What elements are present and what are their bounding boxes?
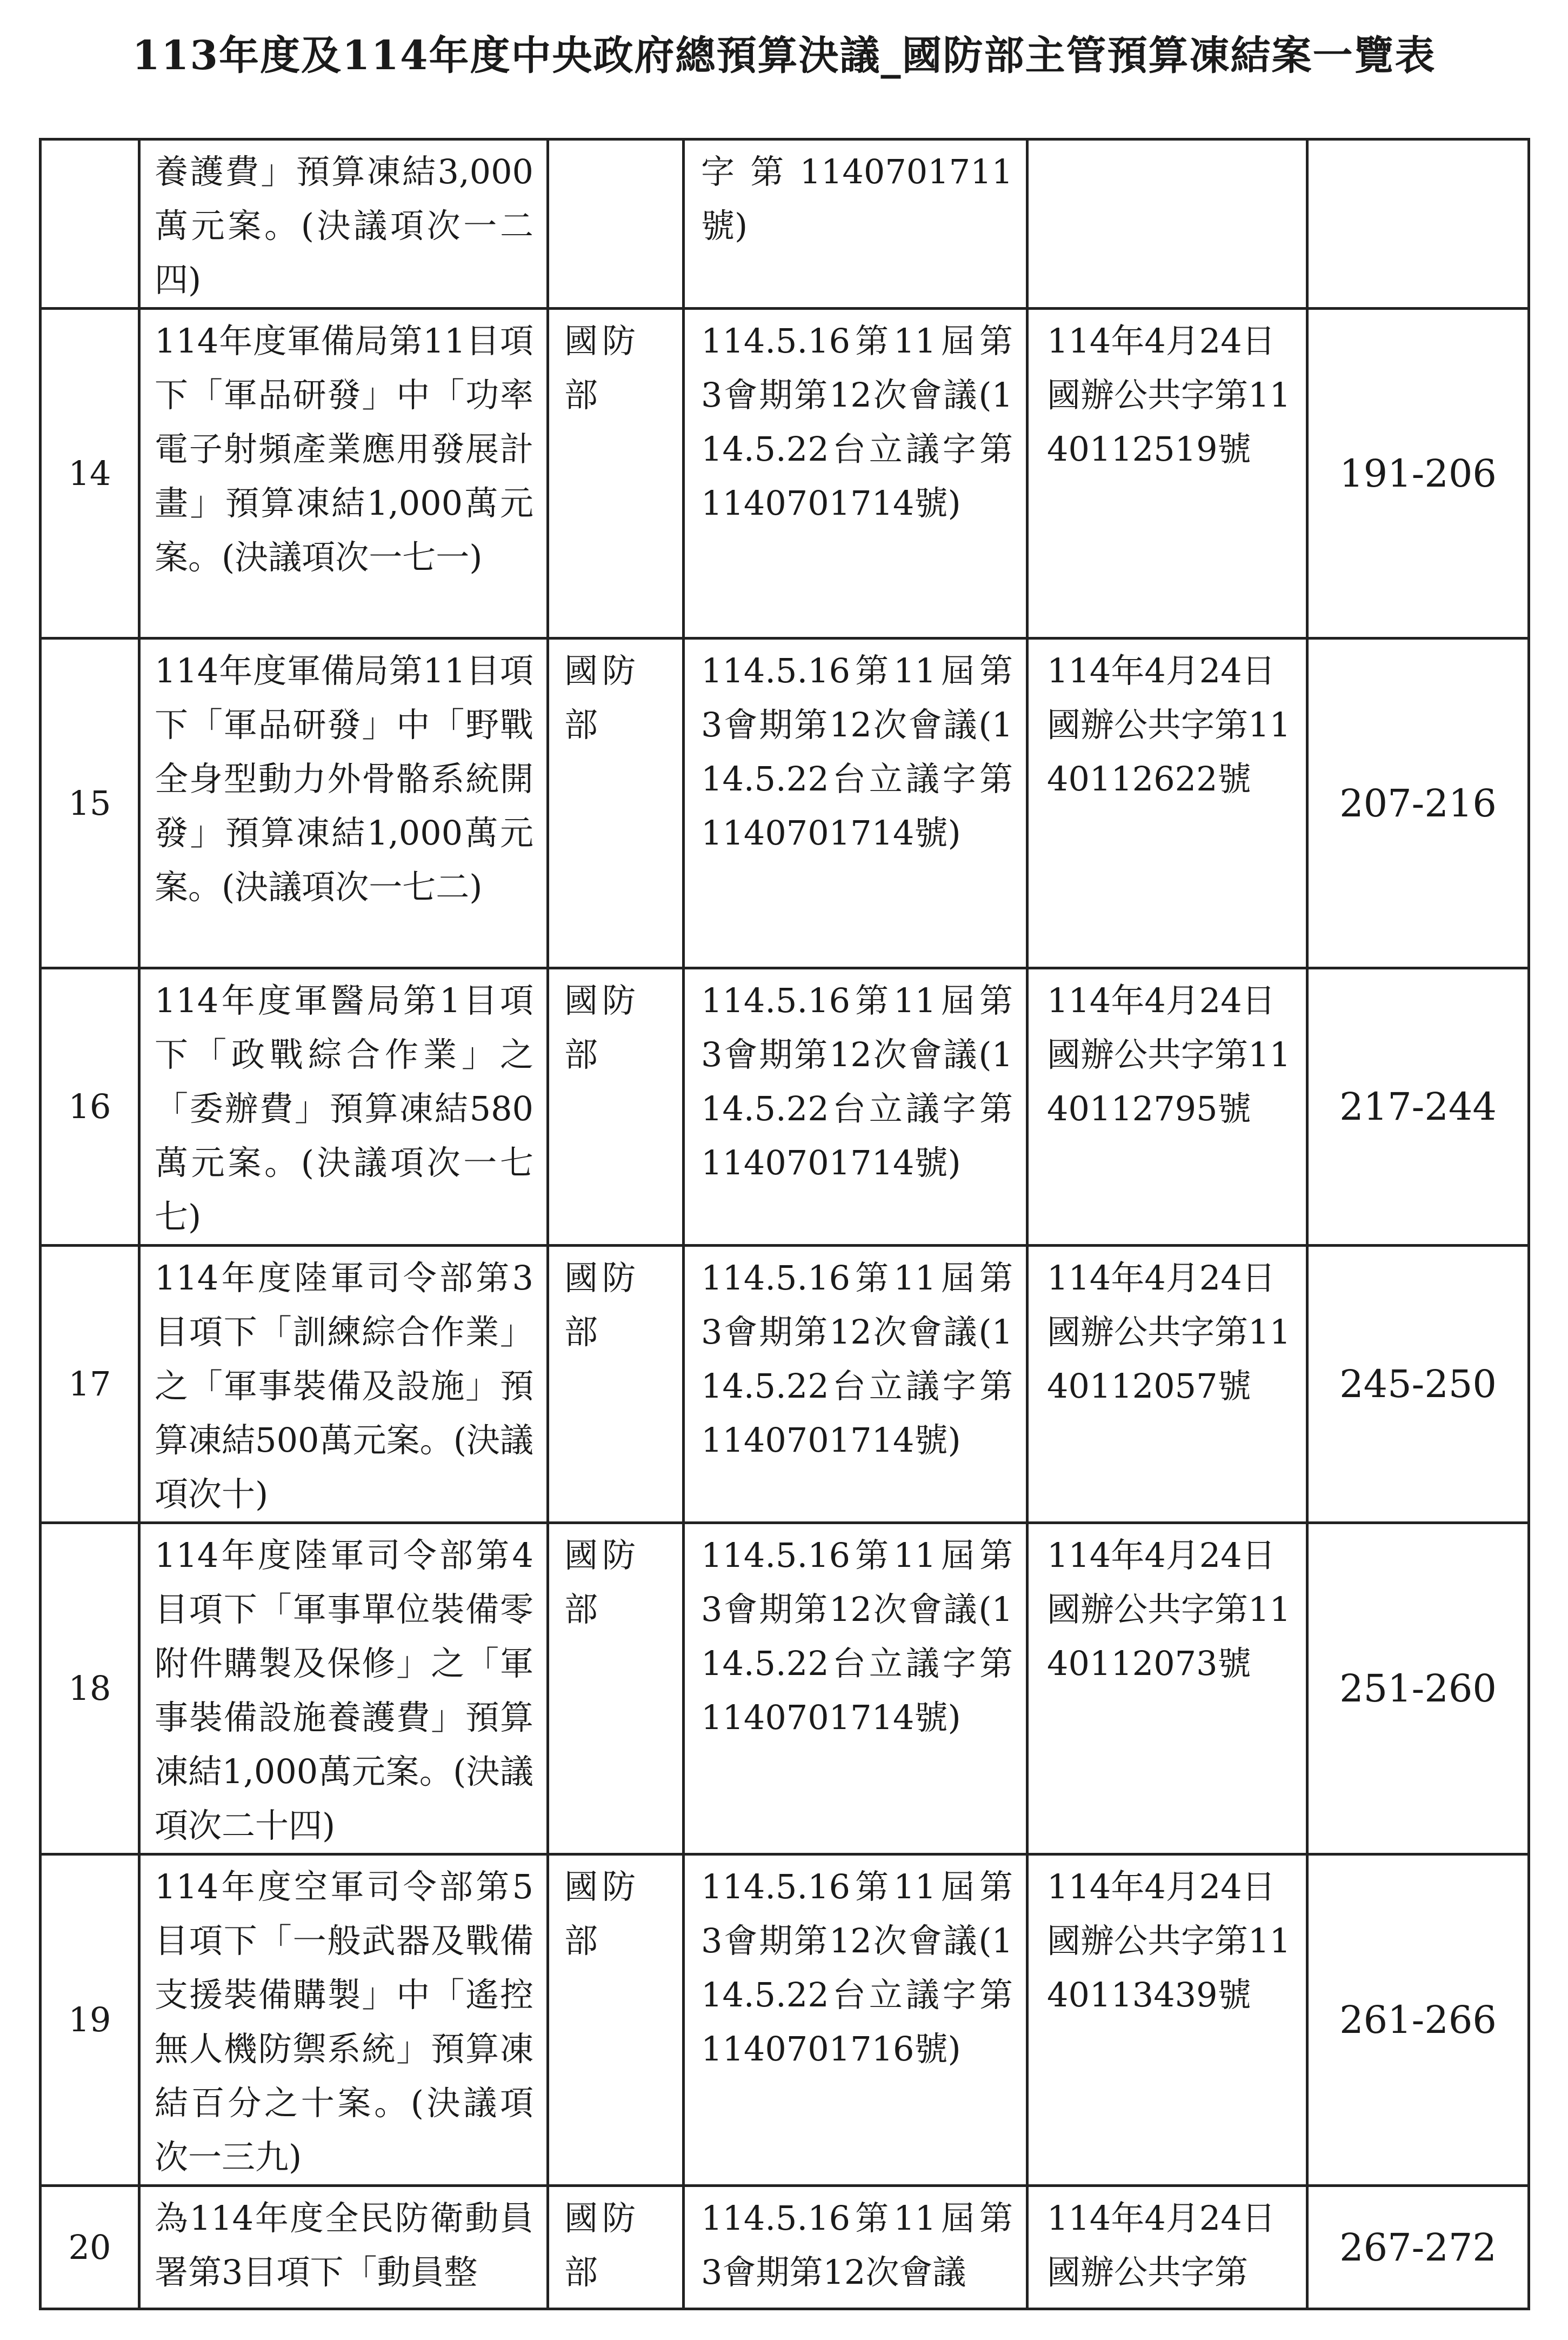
resolution-meeting: 字第1140701711號) [684,139,1027,309]
document-reference: 114年4月24日國辦公共字第 [1027,2186,1307,2309]
document-reference: 114年4月24日國辦公共字第1140113439號 [1027,1854,1307,2186]
row-number: 20 [41,2186,139,2309]
resolution-meeting: 114.5.16第11屆第3會期第12次會議(114.5.22台立議字第1140701714號) [684,1523,1027,1854]
responsible-unit [548,139,684,309]
row-number: 19 [41,1854,139,2186]
document-reference: 114年4月24日國辦公共字第1140112795號 [1027,968,1307,1246]
table-row [41,968,1529,1246]
resolution-meeting: 114.5.16第11屆第3會期第12次會議(114.5.22台立議字第1140701714號) [684,309,1027,639]
responsible-unit: 國防部 [548,968,684,1246]
table-row [41,139,1529,309]
case-description: 114年度軍醫局第1目項下「政戰綜合作業」之「委辦費」預算凍結580萬元案。(決議項次一七七) [139,968,548,1246]
page-range: 251-260 [1307,1523,1529,1854]
page-title: 113年度及114年度中央政府總預算決議_國防部主管預算凍結案一覽表 [132,32,1436,79]
document-reference: 114年4月24日國辦公共字第1140112622號 [1027,639,1307,968]
table-row [41,1246,1529,1523]
page-range: 245-250 [1307,1246,1529,1523]
table-row [41,309,1529,639]
resolution-meeting: 114.5.16第11屆第3會期第12次會議 [684,2186,1027,2309]
resolution-meeting: 114.5.16第11屆第3會期第12次會議(114.5.22台立議字第1140701716號) [684,1854,1027,2186]
resolution-meeting: 114.5.16第11屆第3會期第12次會議(114.5.22台立議字第1140701714號) [684,639,1027,968]
case-description: 養護費」預算凍結3,000萬元案。(決議項次一二四) [139,139,548,309]
row-number: 18 [41,1523,139,1854]
row-number: 16 [41,968,139,1246]
table-row [41,639,1529,968]
row-number [41,139,139,309]
page-range: 207-216 [1307,639,1529,968]
responsible-unit: 國防部 [548,309,684,639]
page-range: 267-272 [1307,2186,1529,2309]
responsible-unit: 國防部 [548,639,684,968]
table-row [41,2186,1529,2309]
resolution-meeting: 114.5.16第11屆第3會期第12次會議(114.5.22台立議字第1140701714號) [684,1246,1027,1523]
resolution-meeting: 114.5.16第11屆第3會期第12次會議(114.5.22台立議字第1140701714號) [684,968,1027,1246]
case-description: 為114年度全民防衛動員署第3目項下「動員整 [139,2186,548,2309]
table-row [41,1854,1529,2186]
page-range: 191-206 [1307,309,1529,639]
case-description: 114年度軍備局第11目項下「軍品研發」中「野戰全身型動力外骨骼系統開發」預算凍結1,000萬元案。(決議項次一七二) [139,639,548,968]
document-reference [1027,139,1307,309]
case-description: 114年度陸軍司令部第3目項下「訓練綜合作業」之「軍事裝備及設施」預算凍結500萬元案。(決議項次十) [139,1246,548,1523]
responsible-unit: 國防部 [548,2186,684,2309]
case-description: 114年度陸軍司令部第4目項下「軍事單位裝備零附件購製及保修」之「軍事裝備設施養護費」預算凍結1,000萬元案。(決議項次二十四) [139,1523,548,1854]
case-description: 114年度空軍司令部第5目項下「一般武器及戰備支援裝備購製」中「遙控無人機防禦系統」預算凍結百分之十案。(決議項次一三九) [139,1854,548,2186]
document-reference: 114年4月24日國辦公共字第1140112073號 [1027,1523,1307,1854]
page-range: 261-266 [1307,1854,1529,2186]
freeze-case-table [39,138,1530,2310]
row-number: 17 [41,1246,139,1523]
table-row [41,1523,1529,1854]
page-range [1307,139,1529,309]
responsible-unit: 國防部 [548,1246,684,1523]
document-reference: 114年4月24日國辦公共字第1140112057號 [1027,1246,1307,1523]
responsible-unit: 國防部 [548,1523,684,1854]
case-description: 114年度軍備局第11目項下「軍品研發」中「功率電子射頻產業應用發展計畫」預算凍結1,000萬元案。(決議項次一七一) [139,309,548,639]
row-number: 14 [41,309,139,639]
responsible-unit: 國防部 [548,1854,684,2186]
page-range: 217-244 [1307,968,1529,1246]
row-number: 15 [41,639,139,968]
document-reference: 114年4月24日國辦公共字第1140112519號 [1027,309,1307,639]
